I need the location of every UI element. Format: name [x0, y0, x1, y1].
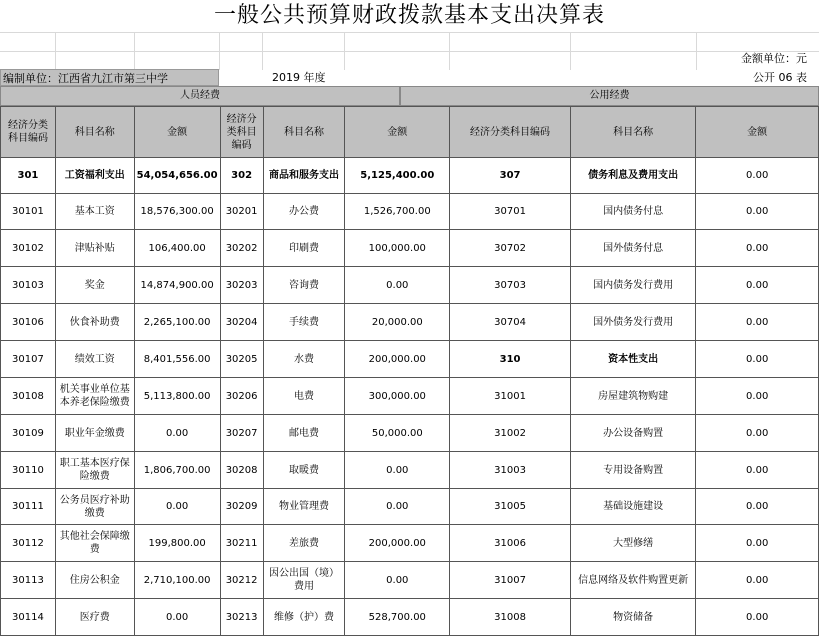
item-name-cell: 信息网络及软件购置更新: [570, 562, 696, 599]
item-name-cell: 国内债务付息: [570, 194, 696, 230]
amount-cell: 14,874,900.00: [134, 267, 220, 304]
item-name-cell: 债务利息及费用支出: [570, 158, 696, 194]
table-row: [1, 230, 819, 267]
amount-cell: 0.00: [696, 230, 819, 267]
econ-code-cell: 30209: [220, 489, 263, 525]
econ-code-cell: 30213: [220, 599, 263, 636]
item-name-cell: 伙食补助费: [55, 304, 134, 341]
item-name-cell: 公务员医疗补助缴费: [55, 489, 134, 525]
column-header: 经济分类科目编码: [450, 107, 571, 158]
item-name-cell: 维修（护）费: [263, 599, 345, 636]
sheet-gridline: [696, 32, 697, 70]
econ-code-cell: 307: [450, 158, 571, 194]
amount-cell: 0.00: [345, 562, 450, 599]
section-header-row: [0, 86, 819, 106]
econ-code-cell: 30112: [1, 525, 56, 562]
amount-cell: 0.00: [696, 599, 819, 636]
econ-code-cell: 30101: [1, 194, 56, 230]
amount-cell: 2,265,100.00: [134, 304, 220, 341]
item-name-cell: 国内债务发行费用: [570, 267, 696, 304]
item-name-cell: 差旅费: [263, 525, 345, 562]
econ-code-cell: 30113: [1, 562, 56, 599]
econ-code-cell: 30103: [1, 267, 56, 304]
sheet-gridline: [134, 32, 135, 70]
econ-code-cell: 302: [220, 158, 263, 194]
econ-code-cell: 30201: [220, 194, 263, 230]
item-name-cell: 其他社会保障缴费: [55, 525, 134, 562]
econ-code-cell: 30205: [220, 341, 263, 378]
econ-code-cell: 30702: [450, 230, 571, 267]
sheet-gridline: [449, 32, 450, 70]
amount-cell: 20,000.00: [345, 304, 450, 341]
item-name-cell: 办公费: [263, 194, 345, 230]
amount-cell: 199,800.00: [134, 525, 220, 562]
item-name-cell: 基本工资: [55, 194, 134, 230]
econ-code-cell: 30203: [220, 267, 263, 304]
table-row: [1, 489, 819, 525]
amount-cell: 300,000.00: [345, 378, 450, 415]
econ-code-cell: 31008: [450, 599, 571, 636]
amount-cell: 1,526,700.00: [345, 194, 450, 230]
econ-code-cell: 30208: [220, 452, 263, 489]
item-name-cell: 房屋建筑物购建: [570, 378, 696, 415]
econ-code-cell: 31002: [450, 415, 571, 452]
table-row: [1, 341, 819, 378]
table-row: [1, 452, 819, 489]
report-meta: [0, 69, 819, 86]
item-name-cell: 物资储备: [570, 599, 696, 636]
table-row: [1, 525, 819, 562]
sheet-gridline: [344, 32, 345, 70]
item-name-cell: 大型修缮: [570, 525, 696, 562]
amount-cell: 0.00: [696, 562, 819, 599]
item-name-cell: 取暖费: [263, 452, 345, 489]
reporting-org: 编制单位：江西省九江市第三中学: [0, 69, 219, 86]
amount-cell: 18,576,300.00: [134, 194, 220, 230]
econ-code-cell: 30108: [1, 378, 56, 415]
amount-cell: 5,113,800.00: [134, 378, 220, 415]
column-header: 经济分类科目编码: [220, 107, 263, 158]
item-name-cell: 水费: [263, 341, 345, 378]
econ-code-cell: 30110: [1, 452, 56, 489]
item-name-cell: 国外债务发行费用: [570, 304, 696, 341]
econ-code-cell: 30204: [220, 304, 263, 341]
header-row: [1, 107, 819, 158]
sheet-gridline: [219, 32, 220, 70]
amount-cell: 0.00: [345, 452, 450, 489]
item-name-cell: 资本性支出: [570, 341, 696, 378]
item-name-cell: 津贴补贴: [55, 230, 134, 267]
report-title: 一般公共预算财政拨款基本支出决算表: [213, 3, 605, 28]
econ-code-cell: 30111: [1, 489, 56, 525]
item-name-cell: 因公出国（境）费用: [263, 562, 345, 599]
amount-cell: 0.00: [696, 452, 819, 489]
table-number: 公开 06 表: [753, 71, 807, 84]
amount-cell: 0.00: [134, 415, 220, 452]
table-row: [1, 267, 819, 304]
item-name-cell: 邮电费: [263, 415, 345, 452]
currency-unit: 金额单位：元: [741, 52, 807, 65]
item-name-cell: 机关事业单位基本养老保险缴费: [55, 378, 134, 415]
column-header: 科目名称: [55, 107, 134, 158]
sheet-gridline: [55, 32, 56, 70]
table-row: [1, 194, 819, 230]
amount-cell: 2,710,100.00: [134, 562, 220, 599]
amount-cell: 0.00: [134, 489, 220, 525]
econ-code-cell: 31003: [450, 452, 571, 489]
column-header: 金额: [134, 107, 220, 158]
item-name-cell: 基础设施建设: [570, 489, 696, 525]
econ-code-cell: 30701: [450, 194, 571, 230]
econ-code-cell: 31007: [450, 562, 571, 599]
section-personnel: 人员经费: [0, 86, 400, 106]
amount-cell: 0.00: [696, 378, 819, 415]
table-row: [1, 562, 819, 599]
item-name-cell: 职工基本医疗保险缴费: [55, 452, 134, 489]
econ-code-cell: 31001: [450, 378, 571, 415]
item-name-cell: 电费: [263, 378, 345, 415]
amount-cell: 8,401,556.00: [134, 341, 220, 378]
amount-cell: 0.00: [696, 415, 819, 452]
amount-cell: 0.00: [696, 525, 819, 562]
sheet-gridline: [262, 32, 263, 70]
econ-code-cell: 30107: [1, 341, 56, 378]
econ-code-cell: 30102: [1, 230, 56, 267]
section-public: 公用经费: [400, 86, 819, 106]
amount-cell: 106,400.00: [134, 230, 220, 267]
table-row: [1, 378, 819, 415]
column-header: 经济分类科目编码: [1, 107, 56, 158]
expenditure-table: [0, 106, 819, 636]
amount-cell: 100,000.00: [345, 230, 450, 267]
item-name-cell: 工资福利支出: [55, 158, 134, 194]
amount-cell: 0.00: [696, 341, 819, 378]
item-name-cell: 职业年金缴费: [55, 415, 134, 452]
item-name-cell: 专用设备购置: [570, 452, 696, 489]
econ-code-cell: 301: [1, 158, 56, 194]
econ-code-cell: 30703: [450, 267, 571, 304]
table-row: [1, 304, 819, 341]
report-year: 2019 年度: [272, 71, 326, 84]
econ-code-cell: 310: [450, 341, 571, 378]
econ-code-cell: 30114: [1, 599, 56, 636]
table-row: [1, 158, 819, 194]
econ-code-cell: 31005: [450, 489, 571, 525]
item-name-cell: 办公设备购置: [570, 415, 696, 452]
amount-cell: 5,125,400.00: [345, 158, 450, 194]
amount-cell: 1,806,700.00: [134, 452, 220, 489]
item-name-cell: 绩效工资: [55, 341, 134, 378]
item-name-cell: 商品和服务支出: [263, 158, 345, 194]
econ-code-cell: 30109: [1, 415, 56, 452]
amount-cell: 0.00: [696, 158, 819, 194]
item-name-cell: 住房公积金: [55, 562, 134, 599]
econ-code-cell: 30207: [220, 415, 263, 452]
column-header: 金额: [696, 107, 819, 158]
econ-code-cell: 30206: [220, 378, 263, 415]
column-header: 金额: [345, 107, 450, 158]
item-name-cell: 国外债务付息: [570, 230, 696, 267]
amount-cell: 0.00: [696, 304, 819, 341]
econ-code-cell: 31006: [450, 525, 571, 562]
econ-code-cell: 30212: [220, 562, 263, 599]
item-name-cell: 医疗费: [55, 599, 134, 636]
table-row: [1, 599, 819, 636]
amount-cell: 50,000.00: [345, 415, 450, 452]
sheet-gridline: [570, 32, 571, 70]
econ-code-cell: 30211: [220, 525, 263, 562]
item-name-cell: 咨询费: [263, 267, 345, 304]
amount-cell: 0.00: [696, 194, 819, 230]
amount-cell: 0.00: [345, 267, 450, 304]
table-row: [1, 415, 819, 452]
item-name-cell: 印刷费: [263, 230, 345, 267]
item-name-cell: 奖金: [55, 267, 134, 304]
amount-cell: 0.00: [345, 489, 450, 525]
item-name-cell: 手续费: [263, 304, 345, 341]
column-header: 科目名称: [263, 107, 345, 158]
item-name-cell: 物业管理费: [263, 489, 345, 525]
amount-cell: 0.00: [134, 599, 220, 636]
amount-cell: 200,000.00: [345, 341, 450, 378]
amount-cell: 528,700.00: [345, 599, 450, 636]
econ-code-cell: 30202: [220, 230, 263, 267]
column-header: 科目名称: [570, 107, 696, 158]
econ-code-cell: 30704: [450, 304, 571, 341]
amount-cell: 200,000.00: [345, 525, 450, 562]
amount-cell: 0.00: [696, 489, 819, 525]
amount-cell: 0.00: [696, 267, 819, 304]
amount-cell: 54,054,656.00: [134, 158, 220, 194]
econ-code-cell: 30106: [1, 304, 56, 341]
